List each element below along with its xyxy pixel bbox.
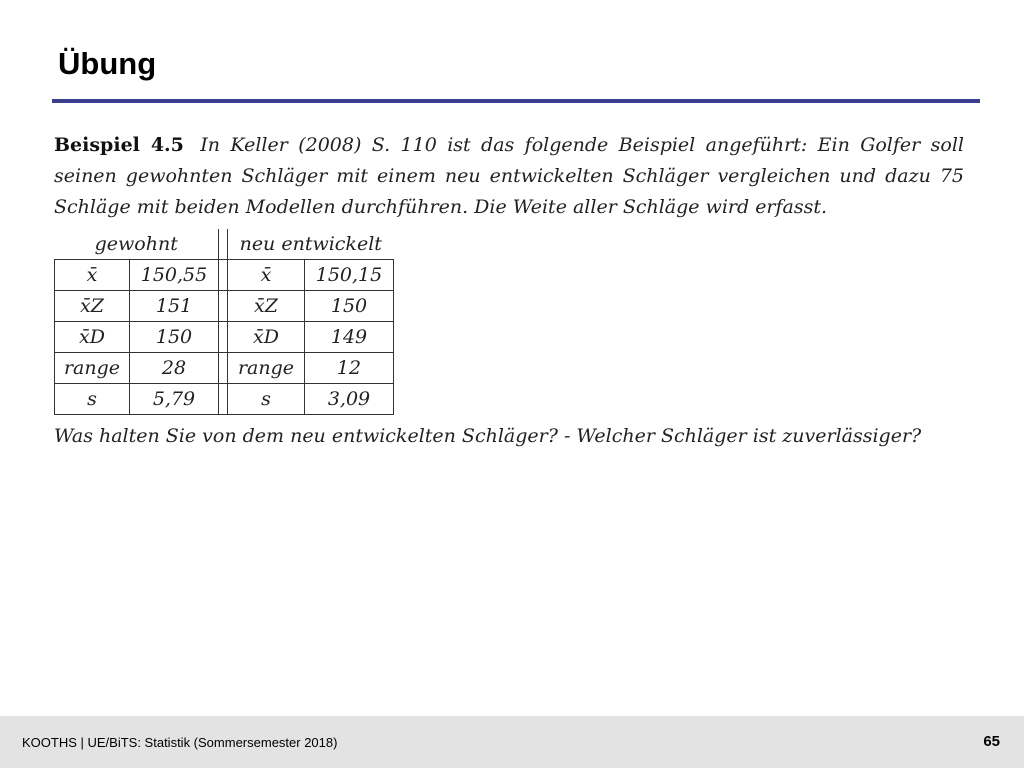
table-row [55,260,394,291]
table-cell-value: 150,55 [130,260,219,291]
table-row [55,353,394,384]
table-row [55,384,394,415]
page-title: Übung [58,46,157,81]
table-cell-label: x̄D [55,322,130,353]
example-text: In Keller (2008) S. 110 ist das folgende Beispiel angeführt: Ein Golfer soll seinen gewohnten Schläger mit einem neu entwickelten Schläger vergleichen und dazu 75 Schläge mit beiden Modellen durchführen. Die Weite aller Schläge wird erfasst. [54,134,964,218]
table-header-gewohnt: gewohnt [55,229,219,260]
table-cell-label: x̄Z [55,291,130,322]
question-text: Was halten Sie von dem neu entwickelten Schläger? - Welcher Schläger ist zuverlässiger? [54,425,922,447]
table-cell-label: x̄ [228,260,305,291]
table-cell-value: 3,09 [305,384,394,415]
table-cell-value: 149 [305,322,394,353]
statistics-table [54,229,394,415]
table-row [55,291,394,322]
table-cell-gap [219,384,228,415]
table-cell-gap [219,322,228,353]
title-divider [52,99,980,103]
table-cell-gap [219,260,228,291]
example-label: Beispiel 4.5 [54,134,184,156]
footer-text: KOOTHS | UE/BiTS: Statistik (Sommersemester 2018) [22,735,338,750]
table-cell-value: 150 [130,322,219,353]
table-cell-label: range [228,353,305,384]
table-cell-label: s [228,384,305,415]
table-cell-label: x̄D [228,322,305,353]
footer-bar [0,716,1024,768]
table-cell-value: 28 [130,353,219,384]
table-cell-label: s [55,384,130,415]
table-row [55,322,394,353]
slide-content [54,130,964,451]
table-cell-value: 150,15 [305,260,394,291]
table-header-neu: neu entwickelt [228,229,394,260]
table-cell-gap [219,291,228,322]
table-cell-gap [219,353,228,384]
table-cell-label: x̄Z [228,291,305,322]
table-cell-value: 150 [305,291,394,322]
table-header-gap [219,229,228,260]
table-cell-label: range [55,353,130,384]
example-paragraph [54,130,964,223]
page-number: 65 [983,733,1000,750]
table-cell-label: x̄ [55,260,130,291]
table-cell-value: 151 [130,291,219,322]
table-cell-value: 12 [305,353,394,384]
table-cell-value: 5,79 [130,384,219,415]
